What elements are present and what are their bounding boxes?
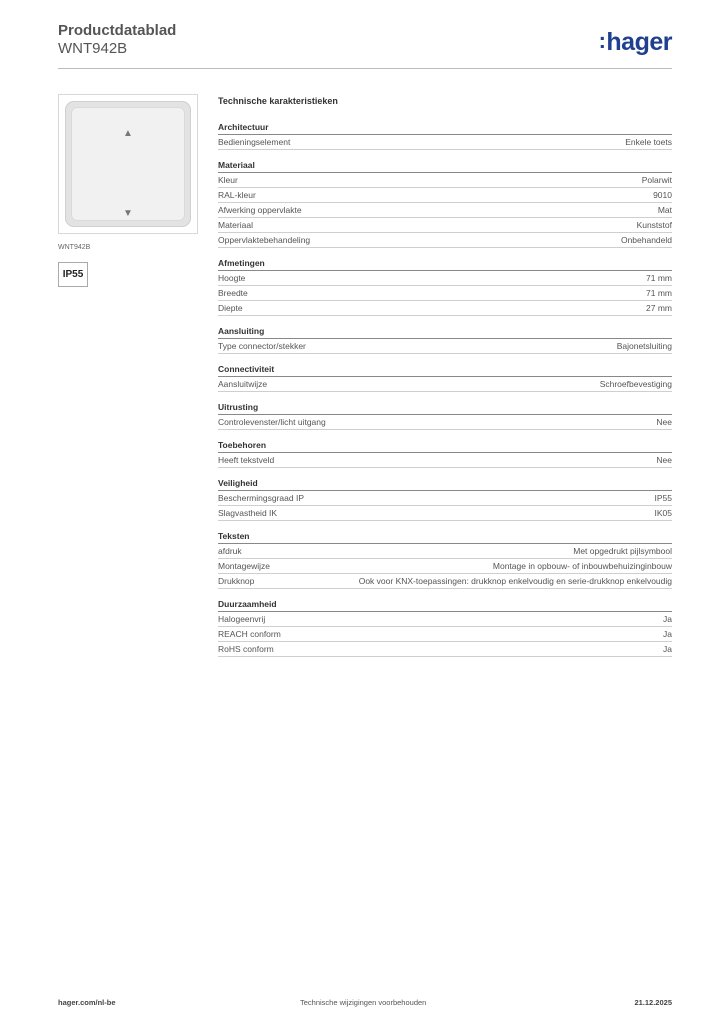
spec-row	[218, 612, 672, 627]
spec-label: Slagvastheid IK	[218, 508, 278, 518]
spec-label: Beschermingsgraad IP	[218, 493, 304, 503]
spec-value: Ja	[663, 614, 672, 624]
spec-row	[218, 544, 672, 559]
spec-row	[218, 339, 672, 354]
spec-label: Oppervlaktebehandeling	[218, 235, 311, 245]
spec-row	[218, 271, 672, 286]
spec-value: Nee	[656, 455, 672, 465]
spec-row	[218, 559, 672, 574]
footer-notice: Technische wijzigingen voorbehouden	[300, 998, 427, 1007]
spec-label: Breedte	[218, 288, 248, 298]
spec-row	[218, 642, 672, 657]
footer-website-link[interactable]: hager.com/nl-be	[58, 998, 116, 1007]
spec-label: Afwerking oppervlakte	[218, 205, 302, 215]
document-title: Productdatablad	[58, 22, 177, 39]
spec-section	[218, 599, 672, 657]
section-title: Toebehoren	[218, 440, 672, 453]
arrow-up-icon: ▲	[123, 128, 133, 139]
section-title: Duurzaamheid	[218, 599, 672, 612]
ip-rating-badge: IP55	[58, 262, 88, 287]
spec-value: Montage in opbouw- of inbouwbehuizinginbouw	[492, 561, 672, 571]
section-title: Afmetingen	[218, 258, 672, 271]
spec-section	[218, 478, 672, 521]
spec-row	[218, 574, 672, 589]
switch-frame	[65, 101, 191, 227]
spec-section	[218, 160, 672, 248]
spec-value: Ook voor KNX-toepassingen: drukknop enkelvoudig en serie-drukknop enkelvoudig	[358, 576, 672, 586]
product-code: WNT942B	[58, 40, 128, 57]
spec-label: Type connector/stekker	[218, 341, 306, 351]
document-header	[58, 22, 176, 58]
section-title: Architectuur	[218, 122, 672, 135]
arrow-down-icon: ▼	[123, 208, 133, 219]
spec-label: RoHS conform	[218, 644, 274, 654]
spec-row	[218, 377, 672, 392]
spec-label: Heeft tekstveld	[218, 455, 275, 465]
spec-section	[218, 402, 672, 430]
spec-value: Bajonetsluiting	[616, 341, 672, 351]
spec-section	[218, 364, 672, 392]
spec-row	[218, 135, 672, 150]
spec-section	[218, 258, 672, 316]
specifications-title: Technische karakteristieken	[218, 96, 338, 106]
specifications	[218, 96, 672, 667]
spec-label: Controlevenster/licht uitgang	[218, 417, 326, 427]
spec-section	[218, 122, 672, 150]
spec-value: Ja	[663, 644, 672, 654]
spec-value: 71 mm	[646, 273, 672, 283]
spec-section	[218, 440, 672, 468]
spec-value: Mat	[657, 205, 672, 215]
section-title: Teksten	[218, 531, 672, 544]
spec-row	[218, 415, 672, 430]
spec-value: 71 mm	[646, 288, 672, 298]
header-divider	[58, 68, 672, 69]
spec-value: Met opgedrukt pijlsymbool	[573, 546, 672, 556]
spec-value: 9010	[653, 190, 672, 200]
spec-row	[218, 188, 672, 203]
spec-value: Schroefbevestiging	[599, 379, 672, 389]
spec-value: Onbehandeld	[620, 235, 672, 245]
spec-row	[218, 506, 672, 521]
spec-label: Halogeenvrij	[218, 614, 266, 624]
section-title: Materiaal	[218, 160, 672, 173]
section-title: Veiligheid	[218, 478, 672, 491]
spec-label: Drukknop	[218, 576, 255, 586]
section-title: Uitrusting	[218, 402, 672, 415]
spec-value: IP55	[654, 493, 672, 503]
spec-value: Enkele toets	[625, 137, 672, 147]
spec-label: Materiaal	[218, 220, 253, 230]
spec-value: 27 mm	[646, 303, 672, 313]
spec-row	[218, 233, 672, 248]
spec-value: Kunststof	[636, 220, 672, 230]
spec-row	[218, 301, 672, 316]
spec-row	[218, 453, 672, 468]
product-image	[58, 94, 198, 234]
spec-label: RAL-kleur	[218, 190, 256, 200]
spec-value: Ja	[663, 629, 672, 639]
spec-label: Montagewijze	[218, 561, 270, 571]
spec-label: afdruk	[218, 546, 242, 556]
spec-label: Bedieningselement	[218, 137, 291, 147]
spec-label: Kleur	[218, 175, 238, 185]
logo-text: hager	[606, 28, 672, 56]
logo-colon-icon: :	[598, 28, 606, 53]
section-title: Aansluiting	[218, 326, 672, 339]
section-title: Connectiviteit	[218, 364, 672, 377]
spec-row	[218, 173, 672, 188]
footer-date: 21.12.2025	[634, 998, 672, 1007]
switch-rocker	[71, 107, 185, 221]
spec-label: Diepte	[218, 303, 243, 313]
spec-row	[218, 627, 672, 642]
image-caption: WNT942B	[58, 244, 91, 251]
spec-section	[218, 326, 672, 354]
specification-sections	[218, 122, 672, 657]
spec-value: Nee	[656, 417, 672, 427]
spec-label: Hoogte	[218, 273, 246, 283]
spec-row	[218, 218, 672, 233]
spec-row	[218, 491, 672, 506]
spec-section	[218, 531, 672, 589]
spec-label: REACH conform	[218, 629, 281, 639]
spec-label: Aansluitwijze	[218, 379, 268, 389]
spec-value: IK05	[654, 508, 672, 518]
hager-logo	[599, 28, 672, 57]
spec-row	[218, 286, 672, 301]
spec-row	[218, 203, 672, 218]
spec-value: Polarwit	[641, 175, 672, 185]
